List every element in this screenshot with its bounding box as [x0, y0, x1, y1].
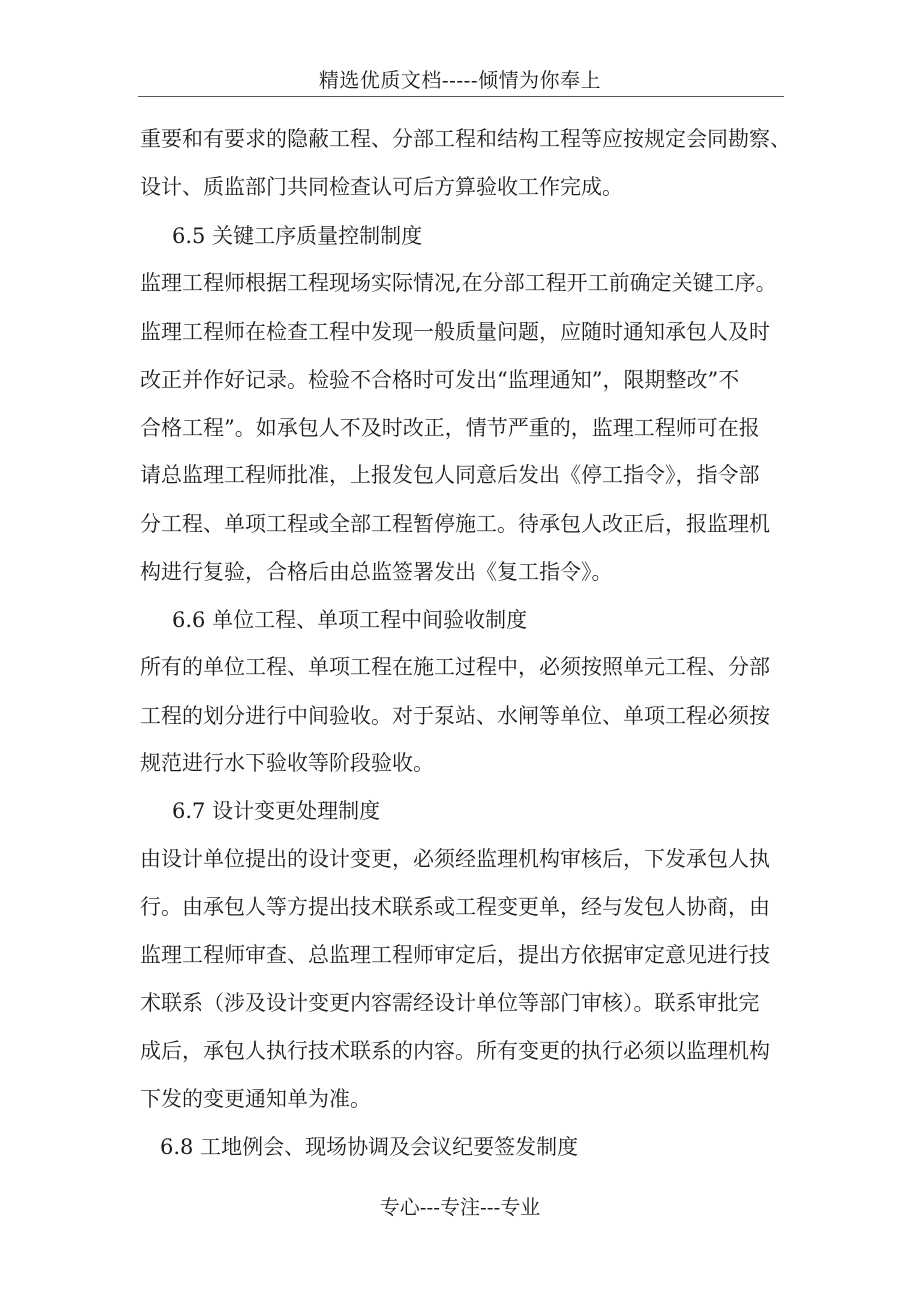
page-header: 精选优质文档-----倾情为你奉上 — [318, 68, 602, 92]
paragraph-line: 监理工程师根据工程现场实际情况,在分部工程开工前确定关键工序。 — [140, 271, 777, 295]
paragraph-line: 下发的变更通知单为准。 — [140, 1087, 371, 1111]
paragraph-line: 工程的划分进行中间验收。对于泵站、水闸等单位、单项工程必须按 — [140, 704, 770, 728]
paragraph-line: 规范进行水下验收等阶段验收。 — [140, 751, 434, 775]
paragraph-line: 重要和有要求的隐蔽工程、分部工程和结构工程等应按规定会同勘察、 — [140, 127, 791, 151]
paragraph-line: 行。由承包人等方提出技术联系或工程变更单，经与发包人协商，由 — [140, 895, 770, 919]
paragraph-line: 分工程、单项工程或全部工程暂停施工。待承包人改正后，报监理机 — [140, 512, 770, 536]
paragraph-line: 由设计单位提出的设计变更，必须经监理机构审核后，下发承包人执 — [140, 847, 770, 871]
paragraph-line: 改正并作好记录。检验不合格时可发出“监理通知”，限期整改”不 — [140, 368, 740, 392]
paragraph-line: 术联系（涉及设计变更内容需经设计单位等部门审核）。联系审批完 — [140, 991, 760, 1015]
paragraph-line: 成后，承包人执行技术联系的内容。所有变更的执行必须以监理机构 — [140, 1039, 770, 1063]
paragraph-line: 设计、质监部门共同检查认可后方算验收工作完成。 — [140, 175, 623, 199]
section-heading-6-7: 6.7 设计变更处理制度 — [172, 799, 381, 823]
paragraph-line: 构进行复验，合格后由总监签署发出《复工指令》。 — [140, 560, 613, 584]
paragraph-line: 所有的单位工程、单项工程在施工过程中，必须按照单元工程、分部 — [140, 655, 770, 679]
header-divider — [138, 96, 784, 97]
page-footer: 专心---专注---专业 — [379, 1195, 541, 1219]
section-heading-6-8: 6.8 工地例会、现场协调及会议纪要签发制度 — [160, 1135, 579, 1159]
section-heading-6-6: 6.6 单位工程、单项工程中间验收制度 — [172, 608, 528, 632]
paragraph-line: 监理工程师审查、总监理工程师审定后，提出方依据审定意见进行技 — [140, 943, 770, 967]
paragraph-line: 合格工程”。如承包人不及时改正，情节严重的，监理工程师可在报 — [140, 416, 760, 440]
section-heading-6-5: 6.5 关键工序质量控制制度 — [172, 224, 423, 248]
paragraph-line: 监理工程师在检查工程中发现一般质量问题，应随时通知承包人及时 — [140, 320, 770, 344]
paragraph-line: 请总监理工程师批准，上报发包人同意后发出《停工指令》，指令部 — [140, 463, 760, 487]
